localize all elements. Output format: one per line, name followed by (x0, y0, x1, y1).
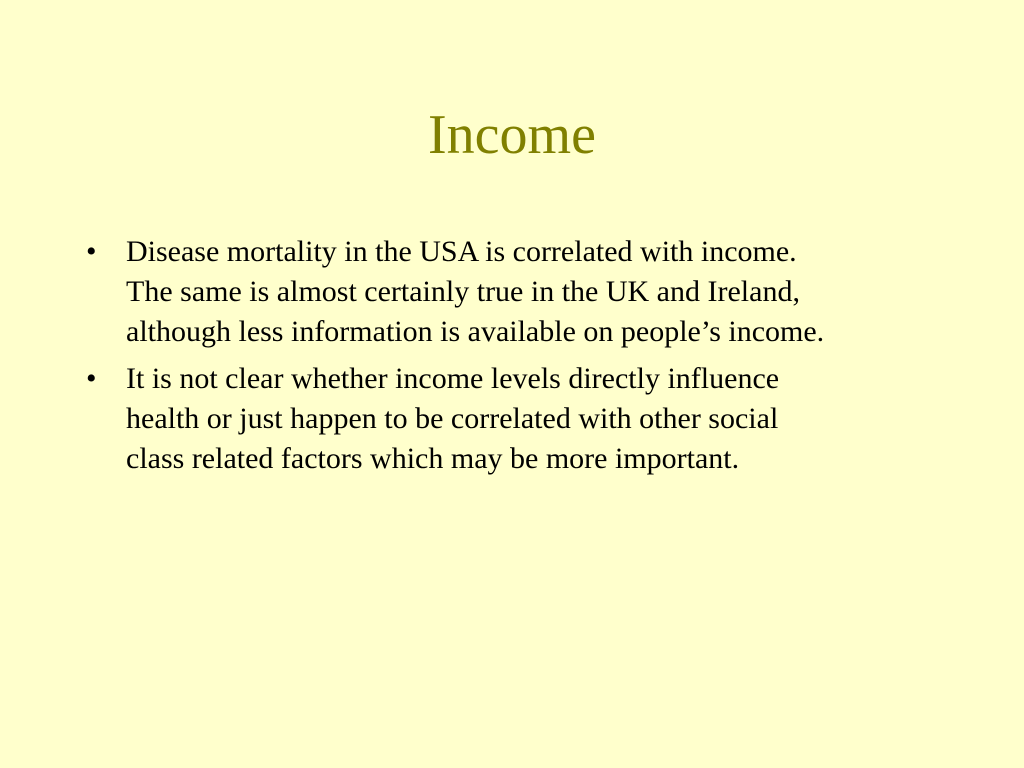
bullet-list (86, 232, 966, 486)
bullet-icon: • (86, 362, 97, 395)
slide-title: Income (428, 104, 596, 166)
bullet-item-1 (86, 232, 966, 352)
bullet-1-line-2: The same is almost certainly true in the UK and Ireland, (126, 275, 800, 308)
bullet-icon: • (86, 235, 97, 268)
bullet-2-line-1: It is not clear whether income levels directly influence (126, 362, 780, 395)
bullet-text-2 (126, 362, 779, 475)
bullet-2-line-2: health or just happen to be correlated with other social (126, 402, 779, 435)
bullet-text-1 (126, 235, 824, 348)
bullet-2-line-3: class related factors which may be more important. (126, 442, 740, 475)
bullet-1-line-3: although less information is available on people’s income. (126, 315, 825, 348)
bullet-1-line-1: Disease mortality in the USA is correlated with income. (126, 235, 797, 268)
bullet-item-2 (86, 359, 966, 479)
